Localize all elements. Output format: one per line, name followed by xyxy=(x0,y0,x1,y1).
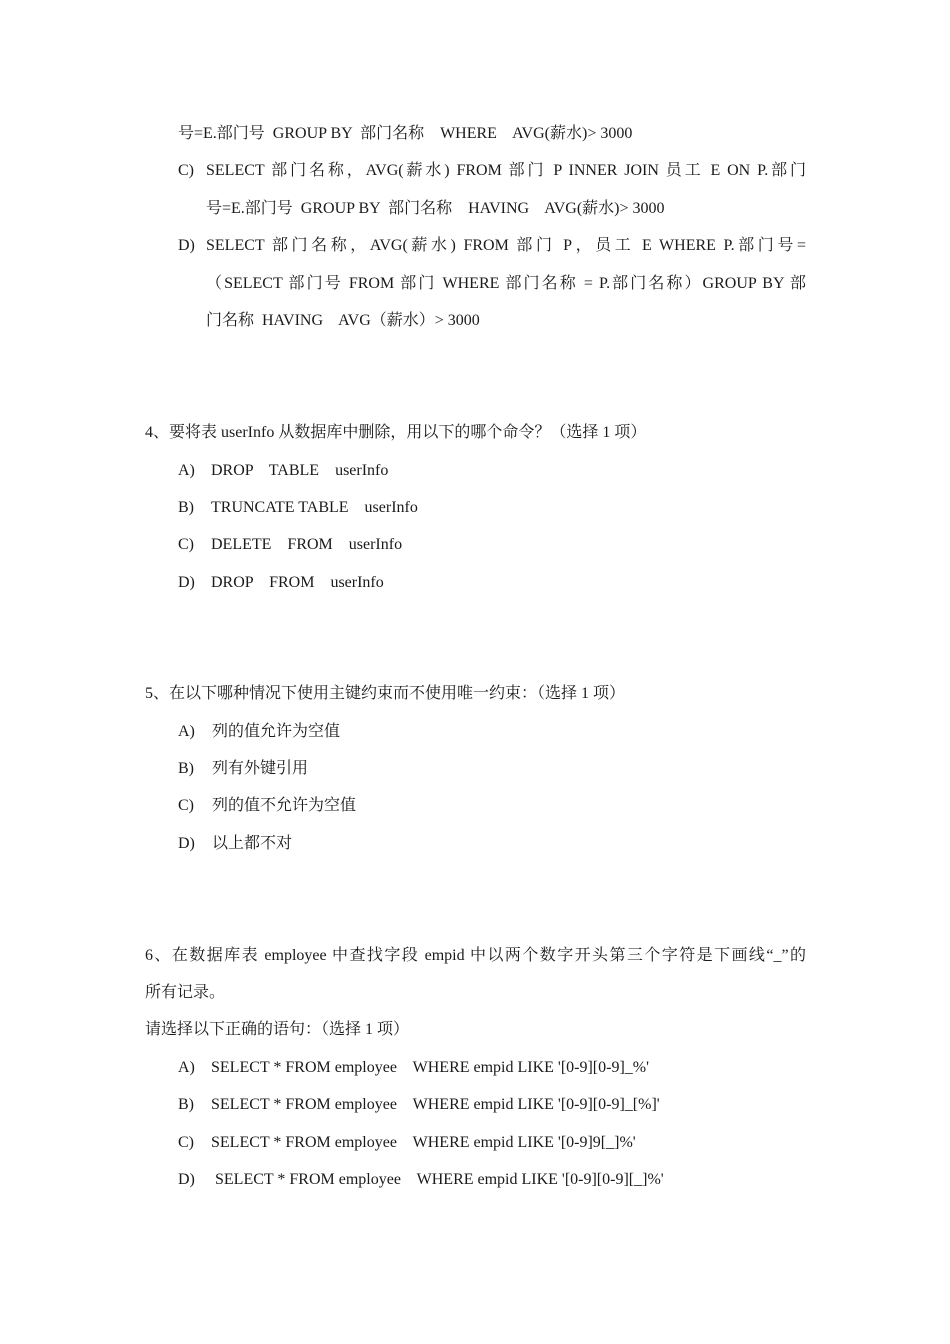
q4-option-c-text: DELETE FROM userInfo xyxy=(211,536,403,553)
q5-option-b-label: B) xyxy=(178,760,194,777)
q6-option-a-text: SELECT * FROM employee WHERE empid LIKE '[0-9][0-9]_%' xyxy=(211,1059,649,1076)
q6-option-b-text: SELECT * FROM employee WHERE empid LIKE '[0-9][0-9]_[%]' xyxy=(211,1096,660,1113)
q4-option-d-text: DROP FROM userInfo xyxy=(211,574,384,591)
q5-option-b-text: 列有外键引用 xyxy=(212,760,309,777)
q3-option-d-line1: SELECT 部门名称，AVG(薪水) FROM 部门 P，员工 E WHERE P.部门号= xyxy=(206,237,806,254)
q6-question-line2: 所有记录。 xyxy=(145,984,226,1001)
q4-option-c-label: C) xyxy=(178,536,194,553)
q5-option-a-text: 列的值允许为空值 xyxy=(212,723,341,740)
q4-option-a-label: A) xyxy=(178,462,195,479)
q3-option-d-line3: 门名称 HAVING AVG（薪水）> 3000 xyxy=(206,312,480,329)
q5-option-d-text: 以上都不对 xyxy=(212,835,293,852)
q5-option-c-text: 列的值不允许为空值 xyxy=(212,797,357,814)
q4-option-b-label: B) xyxy=(178,499,194,516)
q5-option-a-label: A) xyxy=(178,723,195,740)
q4-question: 4、要将表 userInfo 从数据库中删除，用以下的哪个命令？（选择 1 项） xyxy=(145,424,647,441)
q5-question: 5、在以下哪种情况下使用主键约束而不使用唯一约束：（选择 1 项） xyxy=(145,685,626,702)
q3-option-b-tail: 号=E.部门号 GROUP BY 部门名称 WHERE AVG(薪水)> 3000 xyxy=(178,125,633,142)
q6-option-a-label: A) xyxy=(178,1059,195,1076)
q3-option-c-line2: 号=E.部门号 GROUP BY 部门名称 HAVING AVG(薪水)> 3000 xyxy=(206,200,665,217)
q4-option-b-text: TRUNCATE TABLE userInfo xyxy=(211,499,418,516)
q3-option-d-label: D) xyxy=(178,237,195,254)
q3-option-c-line1: SELECT 部门名称，AVG(薪水) FROM 部门 P INNER JOIN 员工 E ON P.部门 xyxy=(206,162,806,179)
q3-option-d-line2: （SELECT 部门号 FROM 部门 WHERE 部门名称 = P.部门名称）GROUP BY 部 xyxy=(206,275,806,292)
q5-option-c-label: C) xyxy=(178,797,194,814)
q4-option-a-text: DROP TABLE userInfo xyxy=(211,462,389,479)
q6-option-d-text: SELECT * FROM employee WHERE empid LIKE '[0-9][0-9][_]%' xyxy=(211,1171,664,1188)
q6-question-line1: 6、在数据库表 employee 中查找字段 empid 中以两个数字开头第三个字符是下画线“_”的 xyxy=(145,947,806,964)
q6-option-d-label: D) xyxy=(178,1171,195,1188)
q6-instruction: 请选择以下正确的语句：（选择 1 项） xyxy=(145,1021,410,1038)
q6-option-c-label: C) xyxy=(178,1134,194,1151)
q5-option-d-label: D) xyxy=(178,835,195,852)
q6-option-c-text: SELECT * FROM employee WHERE empid LIKE '[0-9]9[_]%' xyxy=(211,1134,636,1151)
q3-option-c-label: C) xyxy=(178,162,194,179)
q6-option-b-label: B) xyxy=(178,1096,194,1113)
q4-option-d-label: D) xyxy=(178,574,195,591)
